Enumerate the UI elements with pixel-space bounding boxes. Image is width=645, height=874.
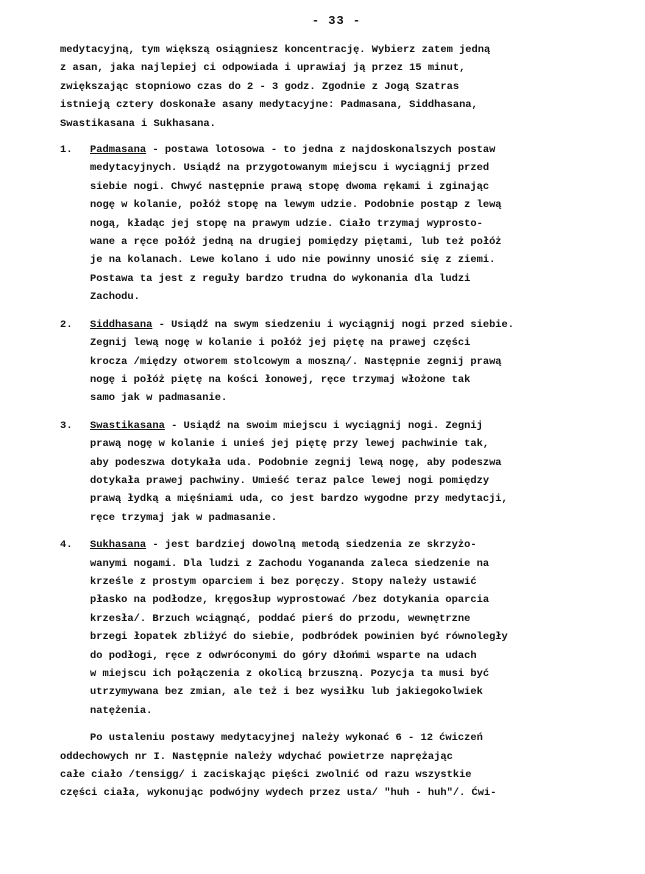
- text-line: medytacyjną, tym większą osiągniesz koncentrację. Wybierz zatem jedną: [60, 44, 491, 56]
- text-line: Zachodu.: [90, 291, 140, 304]
- item-first-line: [90, 417, 587, 435]
- text-line: Swastikasana i Sukhasana.: [60, 117, 216, 130]
- text-line: krzesła/. Brzuch wciągnąć, poddać pierś do przodu, wewnętrzne: [90, 612, 471, 625]
- text-line: krześle z prostym oparciem i bez poręczy. Stopy należy ustawić: [90, 575, 477, 588]
- item-first-line: [90, 316, 587, 334]
- text-line: oddechowych nr I. Następnie należy wdychać powietrze naprężając: [60, 750, 453, 763]
- asana-item-padmasana: [60, 141, 587, 307]
- page-number: - 33 -: [311, 14, 362, 28]
- text-line: Postawa ta jest z reguły bardzo trudna do wykonania dla ludzi: [90, 272, 471, 285]
- text-line: nogą, kładąc jej stopę na prawym udzie. Ciało trzymaj wyprosto-: [90, 217, 483, 230]
- intro-paragraph: [60, 41, 587, 133]
- text-line: prawą nogę w kolanie i unieś jej piętę przy lewej pachwinie tak,: [90, 438, 490, 451]
- text-line: w miejscu ich połączenia z okolicą brzuszną. Pozycja ta musi być: [90, 668, 490, 680]
- text-line: siebie nogi. Chwyć następnie prawą stopę dwoma rękami i zginając: [90, 180, 490, 193]
- text-line: całe ciało /tensigg/ i zaciskając pięści zwolnić od razu wszystkie: [60, 769, 472, 782]
- item-number: 2.: [60, 318, 73, 331]
- text-line: utrzymywana bez zmian, ale też i bez wysiłku lub jakiegokolwiek: [90, 686, 483, 699]
- asana-term: Siddhasana: [90, 318, 153, 331]
- item-first-rest: - Usiądź na swoim miejscu i wyciągnij nogi. Zegnij: [164, 419, 483, 432]
- text-line: Zegnij lewą nogę w kolanie i połóż jej piętę na prawej części: [90, 337, 471, 350]
- text-line: brzegi łopatek zbliżyć do siebie, podbródek powinien być równoległy: [90, 631, 508, 644]
- asana-item-siddhasana: [60, 316, 587, 408]
- item-number: 1.: [60, 144, 73, 157]
- asana-term: Sukhasana: [90, 539, 147, 552]
- item-number: 3.: [60, 419, 73, 432]
- text-line: nogę w kolanie, połóż stopę na lewym udzie. Podobnie postąp z lewą: [90, 199, 502, 212]
- text-line: Po ustaleniu postawy medytacyjnej należy wykonać 6 - 12 ćwiczeń: [90, 732, 483, 745]
- item-first-rest: - postawa lotosowa - to jedna z najdoskonalszych postaw: [146, 144, 496, 157]
- text-line: płasko na podłodze, kręgosłup wyprostować /bez dotykania oparcia: [90, 594, 490, 607]
- item-first-line: [90, 141, 587, 159]
- text-line: prawą łydką a mięśniami uda, co jest bardzo wygodne przy medytacji,: [90, 493, 508, 506]
- text-line: natężenia.: [90, 704, 153, 717]
- text-line: wane a ręce połóż jedną na drugiej pomiędzy piętami, lub też połóż: [90, 236, 502, 249]
- text-line: aby podeszwa dotykała uda. Podobnie zegnij lewą nogę, aby podeszwa: [90, 456, 502, 469]
- text-line: dotykała prawej pachwiny. Umieść teraz palce lewej nogi pomiędzy: [90, 474, 490, 487]
- text-line: zwiększając stopniowo czas do 2 - 3 godz. Zgodnie z Jogą Szatras: [60, 80, 460, 93]
- closing-paragraph: [60, 729, 587, 803]
- text-line: samo jak w padmasanie.: [90, 392, 228, 405]
- text-line: medytacyjnych. Usiądź na przygotowanym miejscu i wyciągnij przed: [90, 162, 490, 175]
- text-line: krocza /między otworem stolcowym a moszną/. Następnie zegnij prawą: [90, 355, 502, 368]
- item-first-rest: - Usiądź na swym siedzeniu i wyciągnij nogi przed siebie.: [152, 318, 515, 331]
- asana-item-sukhasana: [60, 536, 587, 720]
- item-number: 4.: [60, 539, 73, 552]
- item-first-rest: - jest bardziej dowolną metodą siedzenia ze skrzyżo-: [146, 539, 477, 552]
- text-line: części ciała, wykonując podwójny wydech przez usta/ "huh - huh"/. Ćwi-: [60, 787, 497, 800]
- asana-item-swastikasana: [60, 417, 587, 527]
- text-line: ręce trzymaj jak w padmasanie.: [90, 511, 278, 524]
- text-line: z asan, jaka najlepiej ci odpowiada i uprawiaj ją przez 15 minut,: [60, 62, 466, 75]
- text-line: wanymi nogami. Dla ludzi z Zachodu Yogananda zaleca siedzenie na: [90, 557, 490, 570]
- text-line: istnieją cztery doskonałe asany medytacyjne: Padmasana, Siddhasana,: [60, 99, 478, 112]
- asana-term: Swastikasana: [90, 419, 165, 432]
- asana-term: Padmasana: [90, 144, 147, 157]
- item-first-line: [90, 536, 587, 554]
- text-line: do podłogi, ręce z odwróconymi do góry dłońmi wsparte na udach: [90, 649, 477, 662]
- text-line: je na kolanach. Lewe kolano i udo nie powinny unosić się z ziemi.: [90, 254, 496, 267]
- text-line: nogę i połóż piętę na kości łonowej, ręce trzymaj włożone tak: [90, 373, 471, 386]
